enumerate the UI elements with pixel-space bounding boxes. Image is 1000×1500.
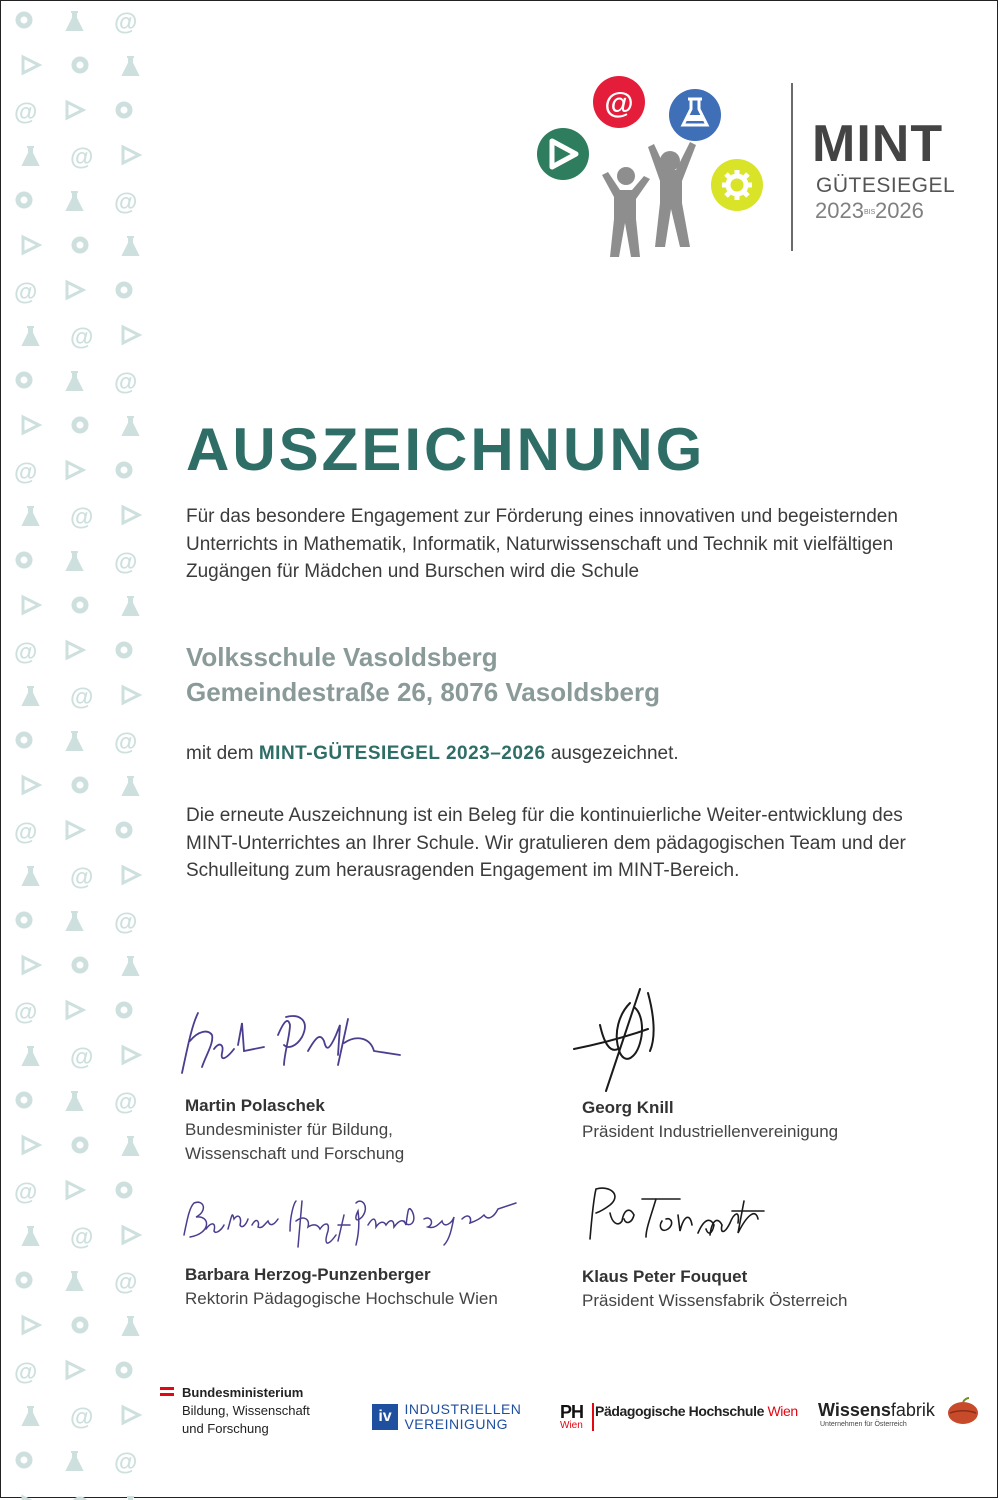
pattern-gear-icon [118, 1184, 130, 1196]
bm-line1: Bundesministerium [182, 1385, 304, 1400]
pattern-flask-icon [67, 552, 82, 570]
pattern-triangle-icon [23, 237, 39, 253]
pattern-triangle-icon [23, 57, 39, 73]
pattern-gear-icon [74, 779, 86, 791]
pattern-flask-icon [123, 597, 138, 615]
pattern-at-icon [14, 459, 37, 486]
iv-logo [372, 1402, 521, 1432]
decorative-icon-pattern [4, 0, 144, 1500]
svg-text:@: @ [114, 1269, 138, 1296]
pattern-flask-icon [123, 1317, 138, 1335]
pattern-triangle-icon [67, 102, 83, 118]
pattern-gear-icon [74, 59, 86, 71]
pattern-at-icon [70, 864, 93, 891]
pattern-gear-icon [74, 419, 86, 431]
triangle-circle-icon [537, 128, 589, 180]
ph-mark-text: PH [560, 1402, 584, 1422]
pattern-gear-icon [18, 374, 30, 386]
intro-paragraph: Für das besondere Engagement zur Förderung eines innovativen und begeisternden Unterrichts in Mathematik, Informatik, Naturwissenschaft und Technik mit vielfältigen Zugängen für Mädchen und Burschen wird die Schule [186, 506, 898, 582]
pattern-gear-icon [18, 914, 30, 926]
school-block [186, 640, 660, 710]
award-seal-name: MINT-GÜTESIEGEL 2023–2026 [258, 743, 546, 764]
svg-text:@: @ [70, 864, 94, 891]
svg-text:@: @ [70, 1224, 94, 1251]
pattern-at-icon [70, 1224, 93, 1251]
mint-logo-years [815, 198, 924, 224]
logo-divider [791, 83, 793, 251]
pattern-flask-icon [23, 867, 38, 885]
pattern-triangle-icon [23, 417, 39, 433]
pattern-gear-icon [18, 194, 30, 206]
wf-bold: Wissens [818, 1400, 891, 1420]
pattern-triangle-icon [123, 1407, 139, 1423]
signatory-fouquet [582, 1265, 847, 1313]
pattern-at-icon [114, 189, 137, 216]
school-name: Volksschule Vasoldsberg [186, 642, 498, 672]
pattern-at-icon [14, 279, 37, 306]
svg-text:@: @ [114, 1089, 138, 1116]
school-address: Gemeindestraße 26, 8076 Vasoldsberg [186, 677, 661, 707]
pattern-at-icon [14, 1179, 37, 1206]
iv-text [404, 1402, 521, 1432]
svg-text:@: @ [70, 1404, 94, 1431]
pattern-flask-icon [67, 1272, 82, 1290]
pattern-triangle-icon [67, 282, 83, 298]
closing-paragraph: Die erneute Auszeichnung ist ein Beleg für die kontinuierliche Weiter-entwicklung des MINT-Unterrichtes an Ihrer Schule. Wir gratulieren dem pädagogischen Team und der Schulleitung zum herausragenden Engagement im MINT-Bereich. [186, 805, 906, 881]
year-bis: BIS [863, 208, 876, 216]
pattern-at-icon [70, 684, 93, 711]
pattern-flask-icon [123, 1137, 138, 1155]
pattern-triangle-icon [123, 1227, 139, 1243]
ph-text: Pädagogische Hochschule [595, 1403, 764, 1419]
iv-line1: INDUSTRIELLEN [404, 1401, 522, 1417]
bmbwf-logo [160, 1384, 310, 1438]
pattern-at-icon [114, 1089, 137, 1116]
pattern-at-icon [70, 504, 93, 531]
signature-fouquet [582, 1185, 782, 1250]
walnut-icon [946, 1396, 980, 1426]
pattern-gear-icon [118, 284, 130, 296]
pattern-gear-icon [118, 1004, 130, 1016]
pattern-gear-icon [118, 104, 130, 116]
award-line [186, 743, 679, 765]
pattern-at-icon [70, 324, 93, 351]
svg-text:@: @ [14, 279, 38, 306]
signatory-name: Klaus Peter Fouquet [582, 1267, 748, 1286]
pattern-gear-icon [118, 644, 130, 656]
iv-mark: iv [372, 1404, 398, 1430]
pattern-gear-icon [118, 1364, 130, 1376]
pattern-gear-icon [74, 1139, 86, 1151]
ph-wordmark [595, 1403, 798, 1419]
pattern-triangle-icon [67, 1002, 83, 1018]
svg-text:@: @ [114, 9, 138, 36]
signatory-knill [582, 1096, 838, 1144]
wf-rest: fabrik [890, 1400, 935, 1420]
pattern-triangle-icon [23, 1137, 39, 1153]
pattern-flask-icon [67, 12, 82, 30]
pattern-flask-icon [23, 327, 38, 345]
pattern-triangle-icon [123, 687, 139, 703]
pattern-at-icon [14, 1359, 37, 1386]
svg-text:@: @ [14, 99, 38, 126]
signatory-polaschek [185, 1094, 404, 1166]
pattern-flask-icon [123, 957, 138, 975]
svg-text:@: @ [14, 459, 38, 486]
pattern-triangle-icon [23, 597, 39, 613]
svg-text:@: @ [14, 819, 38, 846]
iv-line2: VEREINIGUNG [404, 1416, 508, 1432]
pattern-flask-icon [23, 687, 38, 705]
pattern-triangle-icon [123, 507, 139, 523]
signatory-role: Rektorin Pädagogische Hochschule Wien [185, 1289, 498, 1308]
signature-polaschek [178, 1005, 408, 1080]
signatory-role: Präsident Wissensfabrik Österreich [582, 1291, 848, 1310]
pattern-flask-icon [67, 192, 82, 210]
pattern-gear-icon [74, 1319, 86, 1331]
pattern-gear-icon [74, 959, 86, 971]
pattern-gear-icon [118, 824, 130, 836]
pattern-flask-icon [67, 1452, 82, 1470]
pattern-at-icon [114, 729, 137, 756]
signatory-role: Bundesminister für Bildung, [185, 1120, 393, 1139]
pattern-flask-icon [123, 417, 138, 435]
wissensfabrik-logo [818, 1400, 935, 1428]
bm-line2: Bildung, Wissenschaft [182, 1403, 310, 1418]
pattern-flask-icon [67, 732, 82, 750]
pattern-flask-icon [123, 57, 138, 75]
bm-line3: und Forschung [182, 1421, 269, 1436]
pattern-gear-icon [18, 734, 30, 746]
pattern-at-icon [14, 639, 37, 666]
gear-circle-icon [711, 159, 763, 211]
pattern-gear-icon [18, 1274, 30, 1286]
pattern-triangle-icon [67, 1182, 83, 1198]
year-to: 2026 [874, 198, 924, 223]
pattern-at-icon [114, 1269, 137, 1296]
svg-text:@: @ [70, 324, 94, 351]
pattern-triangle-icon [123, 147, 139, 163]
wf-wordmark [818, 1400, 935, 1421]
pattern-gear-icon [18, 1094, 30, 1106]
pattern-flask-icon [23, 1047, 38, 1065]
certificate-title: AUSZEICHNUNG [186, 416, 706, 483]
signature-herzog-punzenberger [178, 1195, 528, 1255]
pattern-at-icon [14, 819, 37, 846]
pattern-triangle-icon [67, 462, 83, 478]
pattern-triangle-icon [23, 957, 39, 973]
svg-text:@: @ [114, 369, 138, 396]
pattern-flask-icon [23, 147, 38, 165]
pattern-triangle-icon [123, 1047, 139, 1063]
signatory-name: Georg Knill [582, 1098, 674, 1117]
pattern-triangle-icon [123, 327, 139, 343]
pattern-flask-icon [123, 777, 138, 795]
ph-mark-wien: Wien [560, 1420, 583, 1431]
people-figures-icon [602, 142, 696, 257]
svg-text:@: @ [14, 639, 38, 666]
svg-text:@: @ [70, 504, 94, 531]
pattern-at-icon [14, 99, 37, 126]
ph-wien-text: Wien [767, 1403, 798, 1419]
pattern-flask-icon [67, 912, 82, 930]
award-suffix: ausgezeichnet. [550, 743, 679, 764]
year-from: 2023 [815, 198, 864, 223]
mint-logo-subtitle: GÜTESIEGEL [816, 174, 956, 197]
pattern-flask-icon [23, 1407, 38, 1425]
pattern-triangle-icon [23, 1317, 39, 1333]
pattern-at-icon [114, 549, 137, 576]
svg-text:@: @ [14, 999, 38, 1026]
svg-text:@: @ [14, 1179, 38, 1206]
signature-knill [570, 985, 670, 1095]
pattern-at-icon [70, 1044, 93, 1071]
signatory-name: Martin Polaschek [185, 1096, 325, 1115]
pattern-flask-icon [23, 507, 38, 525]
pattern-at-icon [114, 909, 137, 936]
pattern-gear-icon [18, 1454, 30, 1466]
pattern-gear-icon [18, 554, 30, 566]
pattern-flask-icon [67, 1092, 82, 1110]
pattern-triangle-icon [67, 822, 83, 838]
svg-text:@: @ [70, 144, 94, 171]
mint-logo-title: MINT [812, 115, 944, 173]
signatory-herzog-punzenberger [185, 1263, 498, 1311]
wf-subtitle: Unternehmen für Österreich [820, 1421, 907, 1428]
austrian-flag-icon [160, 1387, 174, 1396]
svg-text:@: @ [114, 1449, 138, 1476]
svg-text:@: @ [14, 1359, 38, 1386]
pattern-at-icon [114, 9, 137, 36]
pattern-flask-icon [123, 237, 138, 255]
pattern-flask-icon [67, 372, 82, 390]
pattern-triangle-icon [67, 642, 83, 658]
signatory-name: Barbara Herzog-Punzenberger [185, 1265, 431, 1284]
pattern-at-icon [114, 369, 137, 396]
svg-text:@: @ [604, 87, 634, 120]
svg-text:@: @ [114, 909, 138, 936]
ph-mark [560, 1403, 594, 1431]
award-prefix: mit dem [186, 743, 254, 764]
pattern-at-icon [114, 1449, 137, 1476]
pattern-gear-icon [74, 239, 86, 251]
svg-text:@: @ [70, 1044, 94, 1071]
pattern-gear-icon [74, 599, 86, 611]
pattern-triangle-icon [123, 867, 139, 883]
svg-text:@: @ [70, 684, 94, 711]
signatory-role: Präsident Industriellenvereinigung [582, 1122, 839, 1141]
signatory-role: Wissenschaft und Forschung [185, 1144, 405, 1163]
pattern-triangle-icon [67, 1362, 83, 1378]
svg-text:@: @ [114, 729, 138, 756]
pattern-gear-icon [18, 14, 30, 26]
pattern-gear-icon [118, 464, 130, 476]
pattern-at-icon [70, 1404, 93, 1431]
svg-text:@: @ [114, 189, 138, 216]
pattern-at-icon [14, 999, 37, 1026]
pattern-triangle-icon [23, 777, 39, 793]
svg-text:@: @ [114, 549, 138, 576]
pattern-at-icon [70, 144, 93, 171]
pattern-flask-icon [23, 1227, 38, 1245]
